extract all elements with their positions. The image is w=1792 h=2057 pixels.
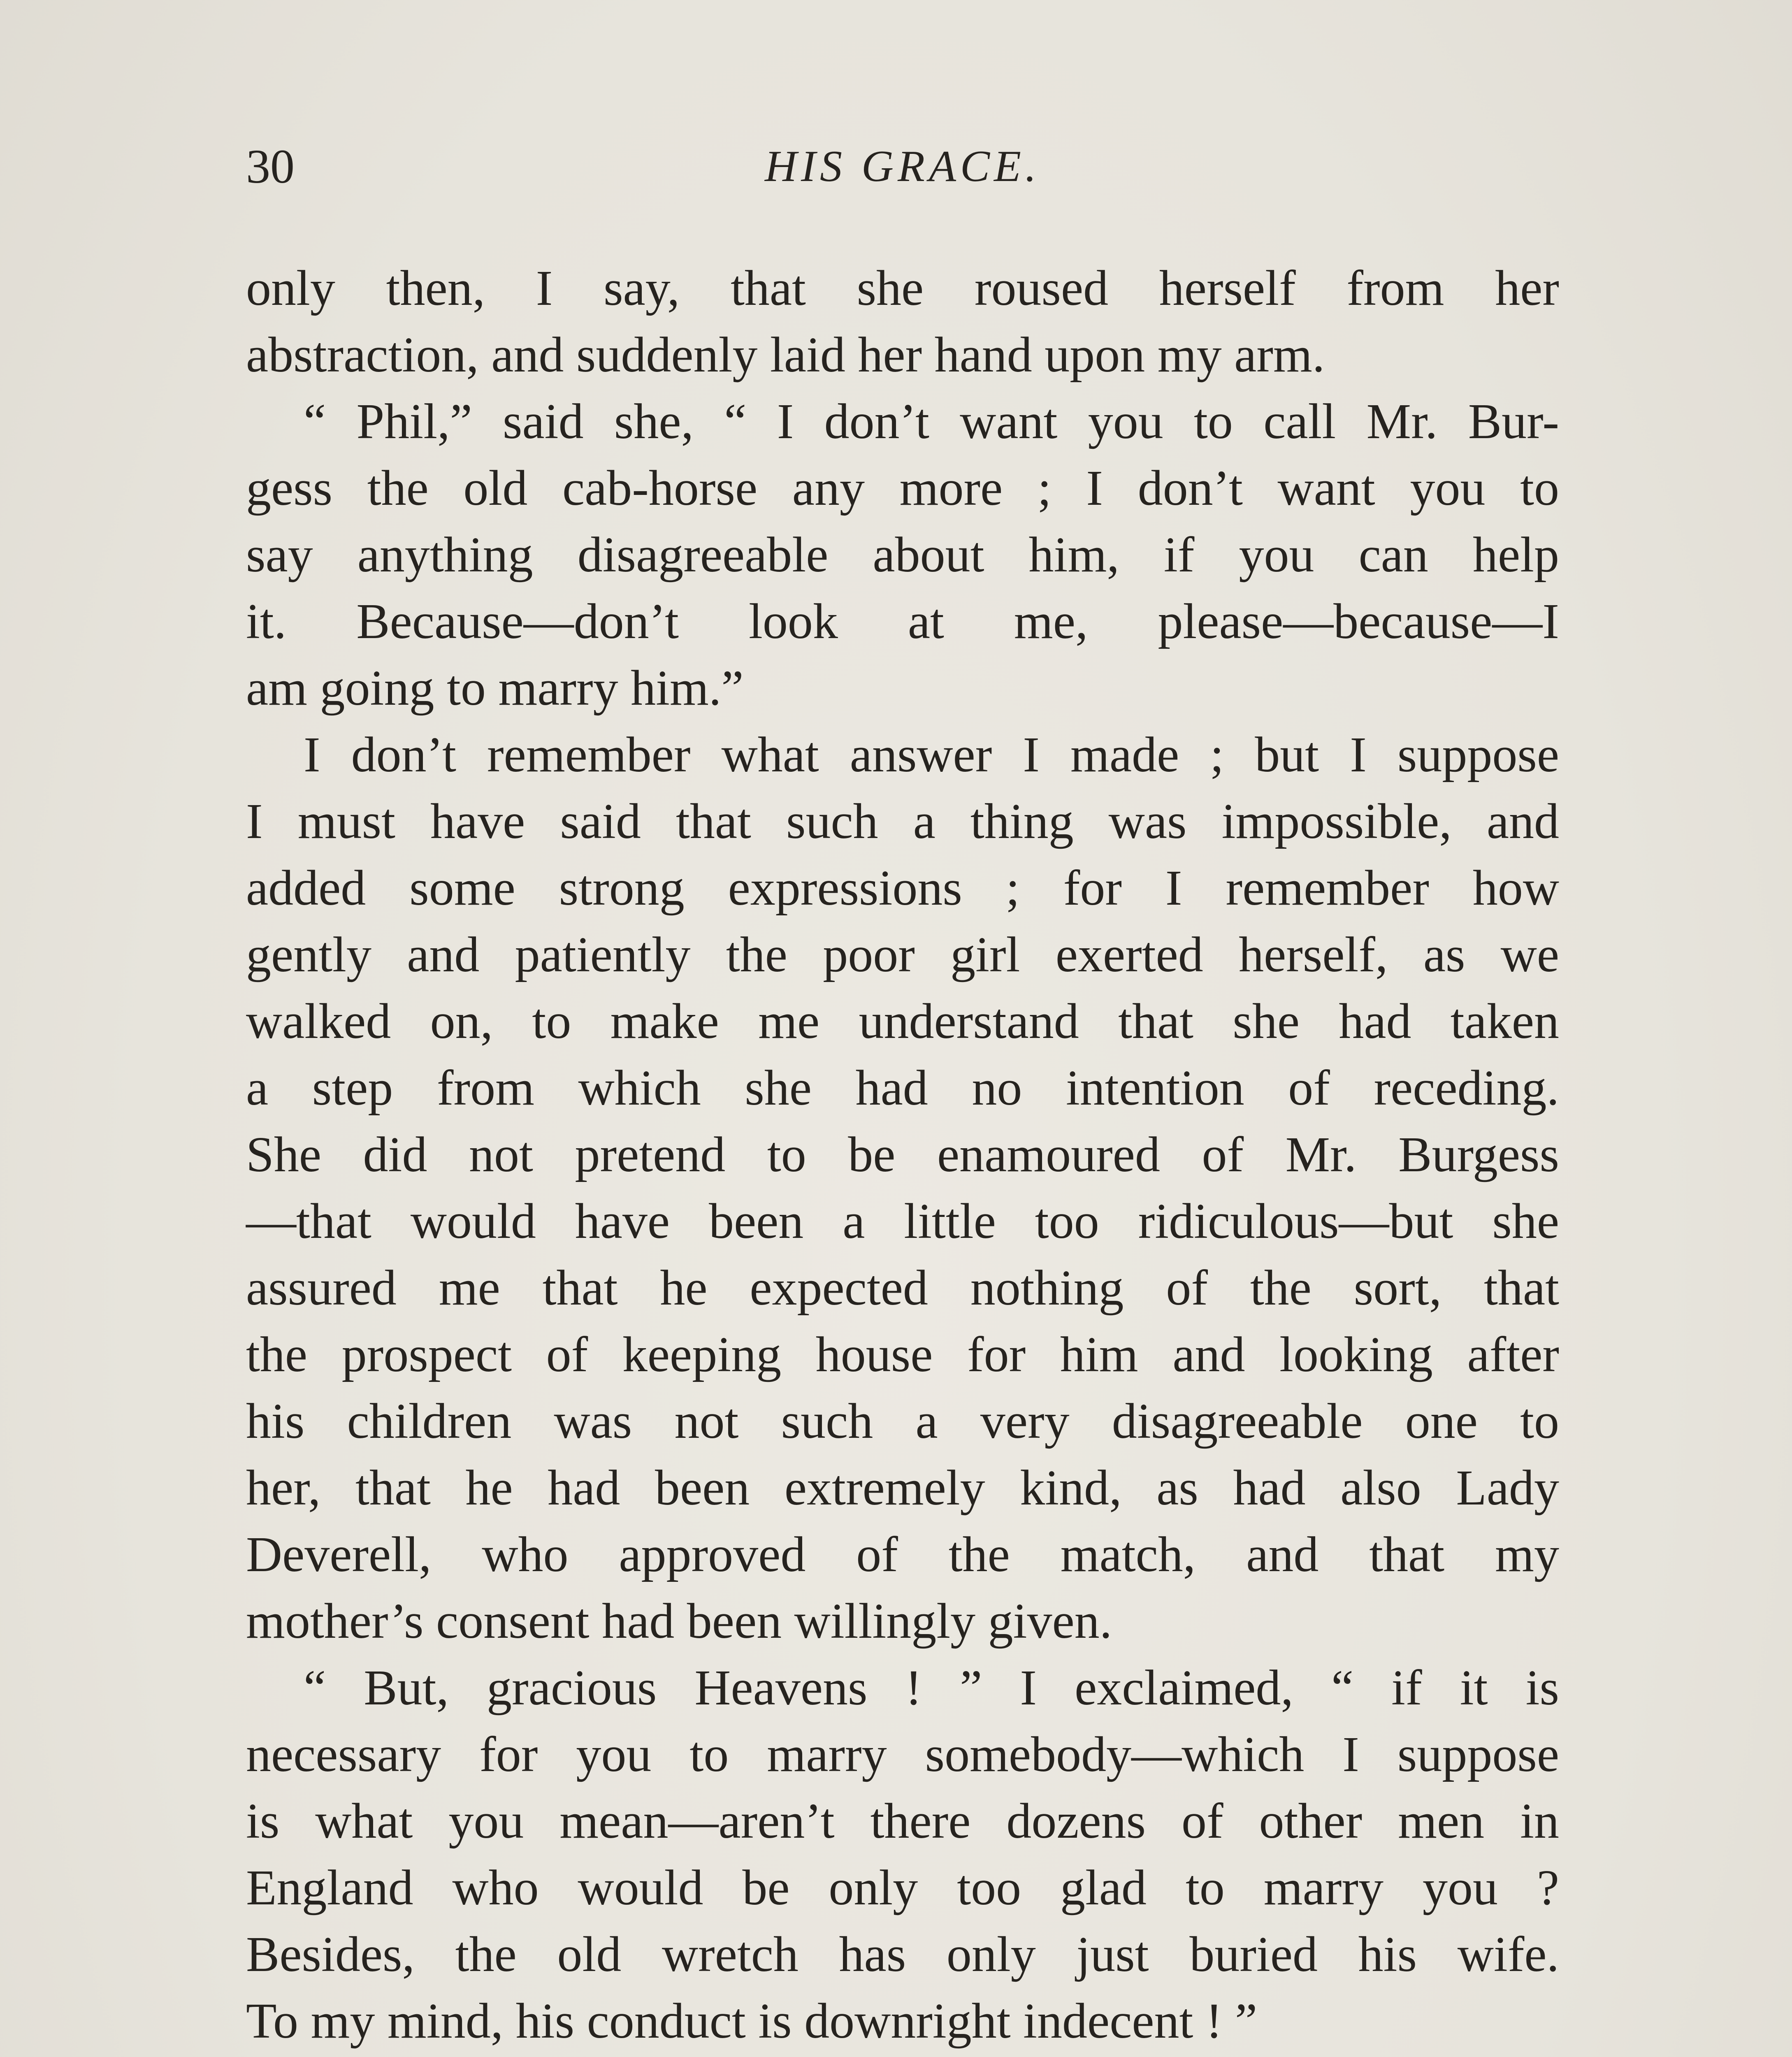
text-line: “ Phil,” said she, “ I don’t want you to call Mr. Bur- <box>304 394 1559 449</box>
body-text <box>246 255 1559 2057</box>
text-line <box>246 2055 1559 2057</box>
text-line: it. Because—don’t look at me, please—because—I <box>246 594 1559 649</box>
text-line: assured me that he expected nothing of the sort, that <box>246 1260 1559 1316</box>
text-line: the prospect of keeping house for him and looking after <box>246 1327 1559 1382</box>
text-line: a step from which she had no intention of receding. <box>246 1060 1559 1116</box>
text-line: her, that he had been extremely kind, as had also Lady <box>246 1460 1559 1516</box>
text-line: To my mind, his conduct is downright indecent ! ” <box>246 1993 1258 2049</box>
running-head <box>246 136 1559 197</box>
text-line: I must have said that such a thing was impossible, and <box>246 794 1559 849</box>
text-line: Deverell, who approved of the match, and that my <box>246 1527 1559 1582</box>
page-number: 30 <box>246 139 295 193</box>
text-line: Besides, the old wretch has only just buried his wife. <box>246 1927 1559 1982</box>
text-line: England who would be only too glad to marry you ? <box>246 1860 1559 1915</box>
text-line: added some strong expressions ; for I remember how <box>246 860 1559 916</box>
text-line: is what you mean—aren’t there dozens of other men in <box>246 1793 1559 1849</box>
text-line: am going to marry him.” <box>246 660 744 716</box>
text-line: necessary for you to marry somebody—which I suppose <box>246 1727 1559 1782</box>
text-line: his children was not such a very disagreeable one to <box>246 1393 1559 1449</box>
text-line: mother’s consent had been willingly given. <box>246 1593 1112 1649</box>
text-line: —that would have been a little too ridiculous—but she <box>246 1193 1559 1249</box>
text-line: abstraction, and suddenly laid her hand upon my arm. <box>246 327 1325 383</box>
text-line: I don’t remember what answer I made ; but I suppose <box>304 727 1559 782</box>
text-line: She did not pretend to be enamoured of Mr. Burgess <box>246 1127 1559 1182</box>
text-line: only then, I say, that she roused herself from her <box>246 260 1559 316</box>
running-title: HIS GRACE. <box>765 142 1040 191</box>
text-line: walked on, to make me understand that she had taken <box>246 994 1559 1049</box>
text-line: say anything disagreeable about him, if you can help <box>246 527 1559 583</box>
text-line: “ But, gracious Heavens ! ” I exclaimed, “ if it is <box>304 1660 1559 1716</box>
text-line: gently and patiently the poor girl exerted herself, as we <box>246 927 1559 982</box>
text-line: gess the old cab-horse any more ; I don’t want you to <box>246 460 1559 516</box>
